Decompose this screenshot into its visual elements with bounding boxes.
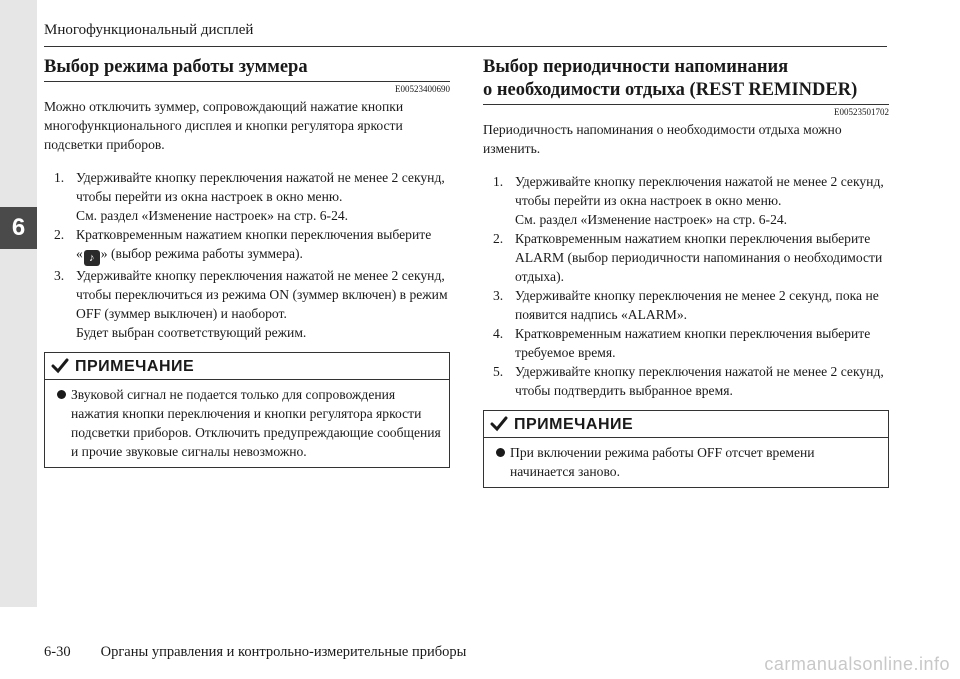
section-code: E00523501702 xyxy=(834,107,889,117)
step-text: Удерживайте кнопку переключения нажатой не менее 2 секунд, xyxy=(76,170,445,185)
note-item xyxy=(496,443,882,481)
step-text: Кратковременным нажатием кнопки переключения выберите xyxy=(515,326,871,341)
intro-text: Периодичность напоминания о необходимости отдыха можно изменить. xyxy=(483,122,842,156)
checkmark-icon xyxy=(51,357,69,375)
step-item xyxy=(493,362,889,400)
section-code: E00523400690 xyxy=(395,84,450,94)
heading-rule xyxy=(483,104,889,105)
step-text-with-icon xyxy=(76,244,450,266)
step-item xyxy=(54,225,450,266)
buzzer-icon: ♪ xyxy=(84,250,100,266)
step-text: Удерживайте кнопку переключения нажатой не менее 2 секунд, xyxy=(76,268,445,283)
note-item xyxy=(57,385,443,461)
note-header xyxy=(45,353,449,380)
running-header: Многофункциональный дисплей xyxy=(44,22,254,38)
chapter-tab[interactable]: 6 xyxy=(0,207,37,249)
right-column xyxy=(483,56,889,488)
header-rule xyxy=(44,46,887,47)
step-number: 1. xyxy=(54,170,65,185)
step-text: требуемое время. xyxy=(515,345,616,360)
step-text: ALARM (выбор периодичности напоминания о необходимости xyxy=(515,250,883,265)
step-text-tail: » (выбор режима работы зуммера). xyxy=(100,246,303,261)
step-item xyxy=(54,266,450,342)
note-box xyxy=(44,352,450,468)
quote-open: « xyxy=(76,246,83,261)
footer-title: Органы управления и контрольно-измерительные приборы xyxy=(100,644,467,660)
step-text: Удерживайте кнопку переключения нажатой не менее 2 секунд, xyxy=(515,364,884,379)
bullet-icon xyxy=(57,390,66,399)
step-text: Будет выбран соответствующий режим. xyxy=(76,325,307,340)
note-label: ПРИМЕЧАНИЕ xyxy=(514,415,634,433)
left-column xyxy=(44,56,450,468)
step-text: чтобы перейти из окна настроек в окно меню. xyxy=(76,189,343,204)
section-heading-buzzer: Выбор режима работы зуммера xyxy=(44,57,308,77)
intro-text: Можно отключить зуммер, сопровождающий нажатие кнопки многофункционального дисплея и кнопки регулятора яркости подсветки приборов. xyxy=(44,99,404,152)
step-text: См. раздел «Изменение настроек» на стр. 6-24. xyxy=(76,208,349,223)
step-text: чтобы перейти из окна настроек в окно меню. xyxy=(515,193,782,208)
step-item xyxy=(493,229,889,286)
note-text: Звуковой сигнал не подается только для сопровождения нажатия кнопки переключения и кнопки регулятора яркости подсветки приборов. Отключить предупреждающие сообщения и прочие звуковые сигналы невозможно. xyxy=(71,387,441,459)
note-label: ПРИМЕЧАНИЕ xyxy=(75,357,195,375)
step-text: OFF (зуммер выключен) и наоборот. xyxy=(76,306,287,321)
heading-rule xyxy=(44,81,450,82)
step-text: появится надпись «ALARM». xyxy=(515,307,688,322)
note-header xyxy=(484,411,888,438)
step-number: 3. xyxy=(54,268,65,283)
steps-list xyxy=(483,172,889,400)
chapter-sidebar xyxy=(0,0,37,607)
step-text: отдыха). xyxy=(515,269,565,284)
step-item xyxy=(54,168,450,225)
note-body xyxy=(45,380,449,467)
page-number: 6-30 xyxy=(44,644,71,660)
bullet-icon xyxy=(496,448,505,457)
step-text: чтобы переключиться из режима ON (зуммер включен) в режим xyxy=(76,287,448,302)
step-item xyxy=(493,324,889,362)
step-number: 1. xyxy=(493,174,504,189)
step-number: 2. xyxy=(493,231,504,246)
step-item xyxy=(493,172,889,229)
section-heading-rest-reminder-line2: о необходимости отдыха (REST REMINDER) xyxy=(483,80,858,100)
page-footer xyxy=(44,644,466,661)
step-text: Удерживайте кнопку переключения нажатой не менее 2 секунд, xyxy=(515,174,884,189)
step-number: 4. xyxy=(493,326,504,341)
checkmark-icon xyxy=(490,415,508,433)
step-text: Кратковременным нажатием кнопки переключения выберите xyxy=(76,227,432,242)
step-number: 3. xyxy=(493,288,504,303)
steps-list xyxy=(44,168,450,342)
step-text: Удерживайте кнопку переключения не менее 2 секунд, пока не xyxy=(515,288,879,303)
step-text: Кратковременным нажатием кнопки переключения выберите xyxy=(515,231,871,246)
step-item xyxy=(493,286,889,324)
note-text: При включении режима работы OFF отсчет времени начинается заново. xyxy=(510,445,815,479)
note-body xyxy=(484,438,888,487)
step-number: 2. xyxy=(54,227,65,242)
note-box xyxy=(483,410,889,488)
step-number: 5. xyxy=(493,364,504,379)
section-heading-rest-reminder-line1: Выбор периодичности напоминания xyxy=(483,57,789,77)
watermark: carmanualsonline.info xyxy=(764,654,950,674)
step-text: чтобы подтвердить выбранное время. xyxy=(515,383,733,398)
step-text: См. раздел «Изменение настроек» на стр. 6-24. xyxy=(515,212,788,227)
